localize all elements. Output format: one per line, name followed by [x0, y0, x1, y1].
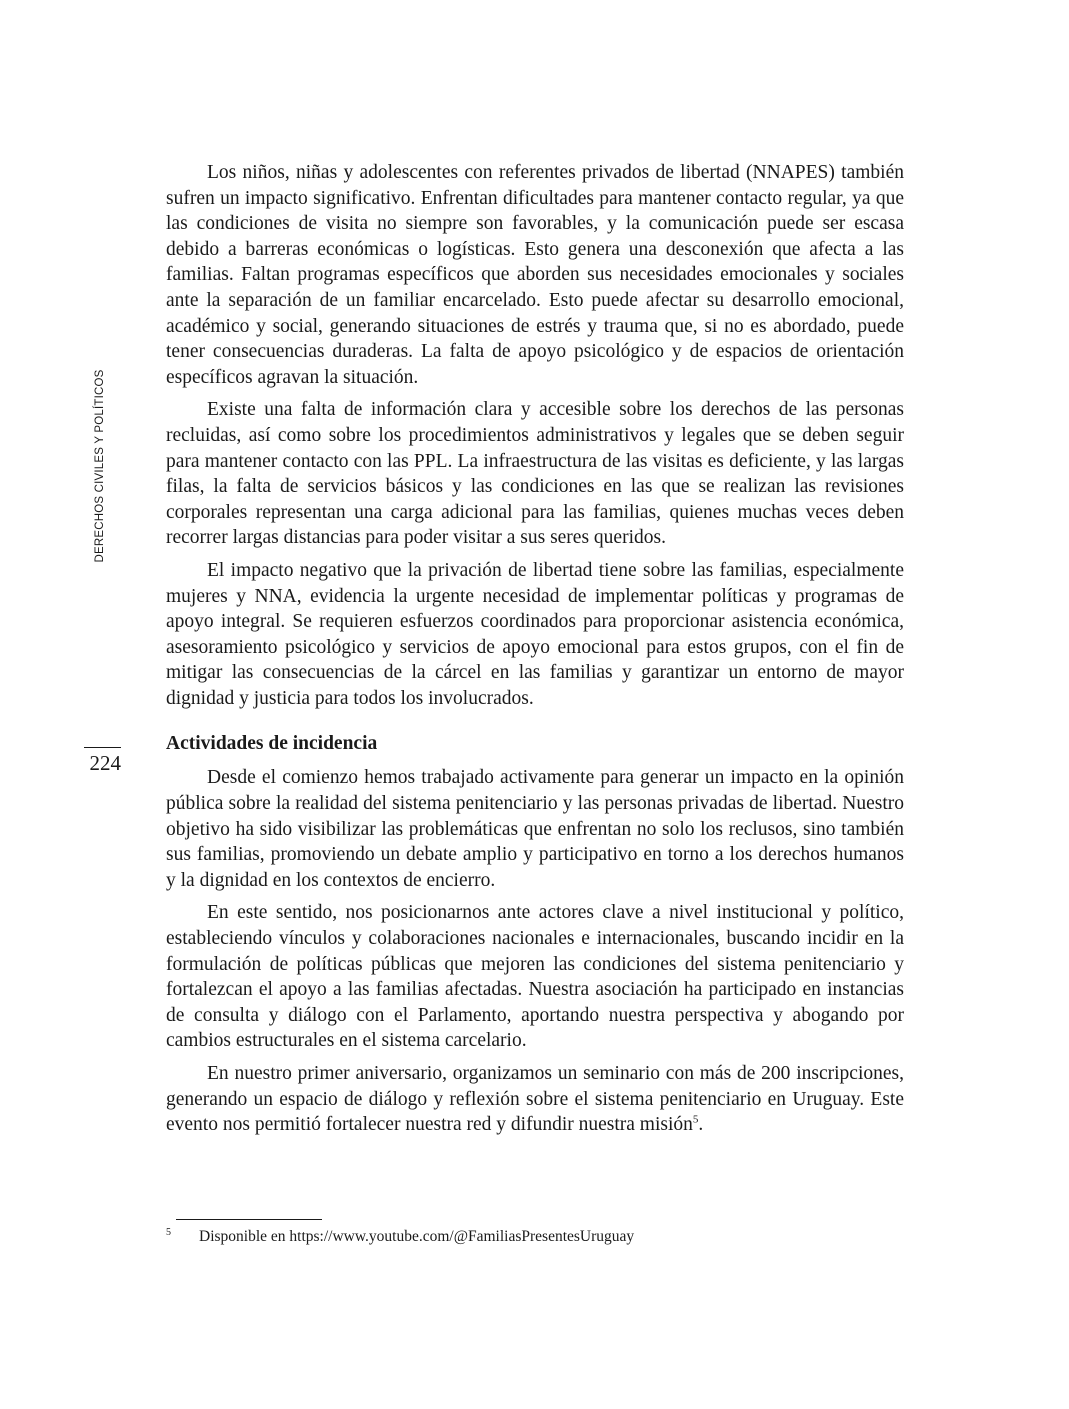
footnote-separator	[176, 1219, 322, 1220]
footnote-reference[interactable]: 5	[692, 1113, 699, 1126]
page-number-rule	[84, 747, 121, 748]
paragraph-aniversario	[166, 1061, 904, 1138]
main-text	[166, 160, 904, 1145]
sentence-period: .	[698, 1114, 704, 1136]
running-section-label: DERECHOS CIVILES Y POLÍTICOS	[94, 369, 106, 563]
paragraph-informacion: Existe una falta de información clara y accesible sobre los derechos de las personas recluidas, así como sobre los procedimientos administrativos y legales que se deben seguir para mantener contacto con las PPL. La infraestructura de las visitas es deficiente, y las largas filas, la falta de servicios básicos y las condiciones en las que se realizan las revisiones corporales representan una carga adicional para las familias, quienes muchas veces deben recorrer largas distancias para poder visitar a sus seres queridos.	[166, 399, 904, 549]
page-number: 224	[89, 751, 121, 775]
paragraph-impacto: El impacto negativo que la privación de libertad tiene sobre las familias, especialmente mujeres y NNA, evidencia la urgente necesidad de implementar políticas y programas de apoyo integral. Se requieren esfuerzos coordinados para proporcionar asistencia económica, asesoramiento psicológico y servicios de apoyo emocional para estos grupos, con el fin de mitigar las consecuencias de la cárcel en las familias y garantizar un entorno de mayor dignidad y justicia para todos los involucrados.	[166, 559, 904, 709]
footnote-link-text[interactable]: Disponible en https://www.youtube.com/@FamiliasPresentesUruguay	[199, 1228, 635, 1245]
paragraph-actores-clave: En este sentido, nos posicionarnos ante actores clave a nivel institucional y político, estableciendo vínculos y colaboraciones nacionales e internacionales, buscando incidir en la formulación de políticas públicas que mejoren las condiciones del sistema penitenciario y fortalezcan el apoyo a las familias afectadas. Nuestra asociación ha participado en instancias de consulta y diálogo con el Parlamento, aportando nuestra perspectiva y abogando por cambios estructurales en el sistema carcelario.	[166, 902, 904, 1052]
paragraph-nnapes: Los niños, niñas y adolescentes con referentes privados de libertad (NNAPES) también sufren un impacto significativo. Enfrentan dificultades para mantener contacto regular, ya que las condiciones de visita no siempre son favorables, y la comunicación puede ser escasa debido a barreras económicas o logísticas. Esto genera una desconexión que afecta a las familias. Faltan programas específicos que aborden sus necesidades emocionales y sociales ante la separación de un familiar encarcelado. Esto puede afectar su desarrollo emocional, académico y social, generando situaciones de estrés y trauma que, si no es abordado, puede tener consecuencias duraderas. La falta de apoyo psicológico y de espacios de orientación específicos agravan la situación.	[166, 162, 904, 388]
paragraph-aniversario-text: En nuestro primer aniversario, organizamos un seminario con más de 200 inscripciones, generando un espacio de diálogo y reflexión sobre el sistema penitenciario en Uruguay. Este evento nos permitió fortalecer nuestra red y difundir nuestra misión	[166, 1063, 904, 1136]
paragraph-opinion-publica: Desde el comienzo hemos trabajado activamente para generar un impacto en la opinión pública sobre la realidad del sistema penitenciario y las personas privadas de libertad. Nuestro objetivo ha sido visibilizar las problemáticas que enfrentan no solo los reclusos, sino también sus familias, promoviendo un debate amplio y participativo en torno a los derechos humanos y la dignidad en los contextos de encierro.	[166, 767, 904, 891]
footnote-marker: 5	[166, 1227, 171, 1238]
section-heading: Actividades de incidencia	[166, 733, 378, 755]
